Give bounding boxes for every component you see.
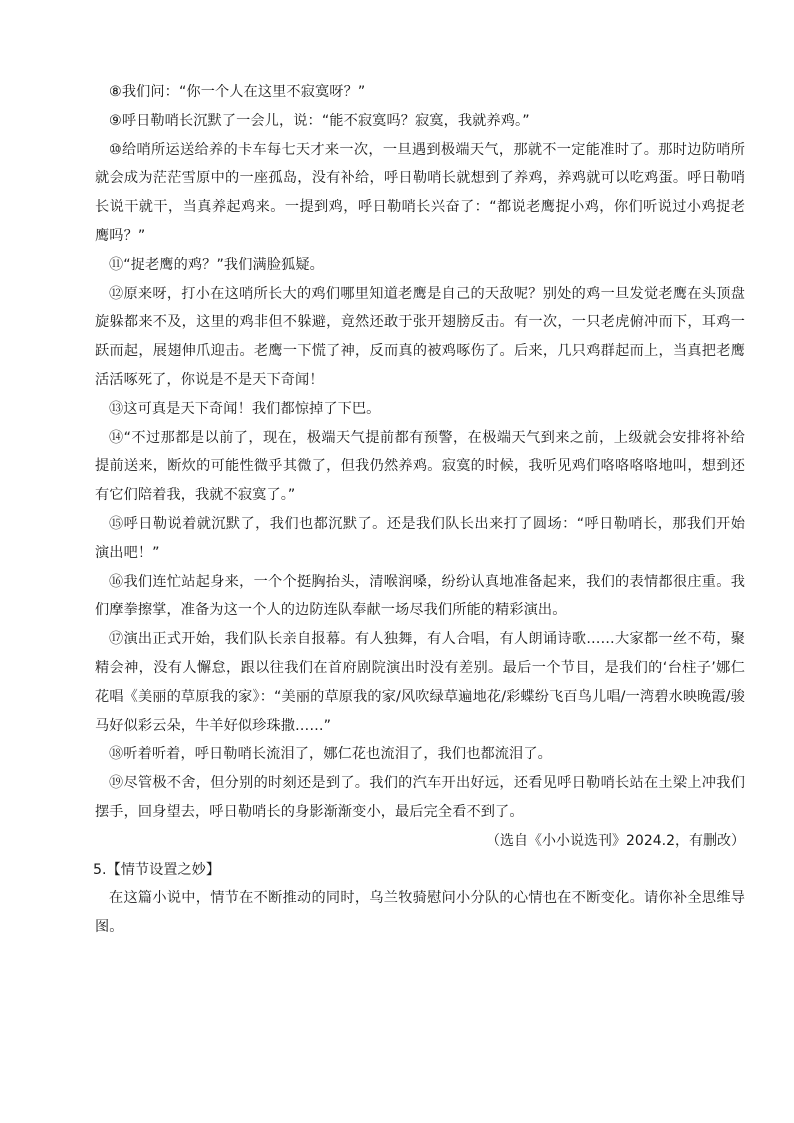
document-content [95,78,745,942]
paragraph-8: ⑧我们问：“你一个人在这里不寂寞呀？” [109,84,366,100]
paragraph-11: ⑪“捉老鹰的鸡？”我们满脸狐疑。 [109,256,324,273]
paragraph-17: ⑰演出正式开始，我们队长亲自报幕。有人独舞，有人合唱，有人朗诵诗歌……大家都一丝不苟，聚精会神，没有人懈怠，跟以往我们在首府剧院演出时没有差别。最后一个节目，是我们的‘台柱子’娜仁花唱《美丽的草原我的家》：“美丽的草原我的家/风吹绿草遍地花/彩蝶纷飞百鸟儿唱/一湾碧水映晚霞/骏马好似彩云朵，牛羊好似珍珠撒……” [95,631,745,734]
question-title: 5.【情节设置之妙】 [93,861,221,878]
paragraph-9: ⑨呼日勒哨长沉默了一会儿，说：“能不寂寞吗？寂寞，我就养鸡。” [109,112,530,129]
paragraph-15: ⑮呼日勒说着就沉默了，我们也都沉默了。还是我们队长出来打了圆场：“呼日勒哨长，那我们开始演出吧！” [95,515,745,561]
source-citation: （选自《小小说选刊》2024.2，有删改） [486,832,745,849]
paragraph-12: ⑫原来呀，打小在这哨所长大的鸡们哪里知道老鹰是自己的天敌呢？别处的鸡一旦发觉老鹰在头顶盘旋躲都来不及，这里的鸡非但不躲避，竟然还敢于张开翅膀反击。有一次，一只老虎俯冲而下，耳鸡一跃而起，展翅伸爪迎击。老鹰一下慌了神，反而真的被鸡啄伤了。后来，几只鸡群起而上，当真把老鹰活活啄死了，你说是不是天下奇闻！ [95,285,745,388]
paragraph-10: ⑩给哨所运送给养的卡车每七天才来一次，一旦遇到极端天气，那就不一定能准时了。那时边防哨所就会成为茫茫雪原中的一座孤岛，没有补给，呼日勒哨长就想到了养鸡，养鸡就可以吃鸡蛋。呼日勒哨长说干就干，当真养起鸡来。一提到鸡，呼日勒哨长兴奋了：“都说老鹰捉小鸡，你们听说过小鸡捉老鹰吗？” [95,141,745,244]
paragraph-18: ⑱听着听着，呼日勒哨长流泪了，娜仁花也流泪了，我们也都流泪了。 [109,746,552,763]
paragraph-14: ⑭“不过那都是以前了，现在，极端天气提前都有预警，在极端天气到来之前，上级就会安排将补给提前送来，断炊的可能性微乎其微了，但我仍然养鸡。寂寞的时候，我听见鸡们咯咯咯咯地叫，想到还有它们陪着我，我就不寂寞了。” [95,429,745,504]
paragraph-16: ⑯我们连忙站起身来，一个个挺胸抬头，清喉润嗓，纷纷认真地准备起来，我们的表情都很庄重。我们摩拳擦掌，准备为这一个人的边防连队奉献一场尽我们所能的精彩演出。 [95,573,745,619]
question-body: 在这篇小说中，情节在不断推动的同时，乌兰牧骑慰问小分队的心情也在不断变化。请你补全思维导图。 [95,890,745,936]
paragraph-13: ⑬这可真是天下奇闻！我们都惊掉了下巴。 [109,400,381,417]
paragraph-19: ⑲尽管极不舍，但分别的时刻还是到了。我们的汽车开出好远，还看见呼日勒哨长站在土梁上冲我们摆手，回身望去，呼日勒哨长的身影渐渐变小，最后完全看不到了。 [95,775,745,820]
